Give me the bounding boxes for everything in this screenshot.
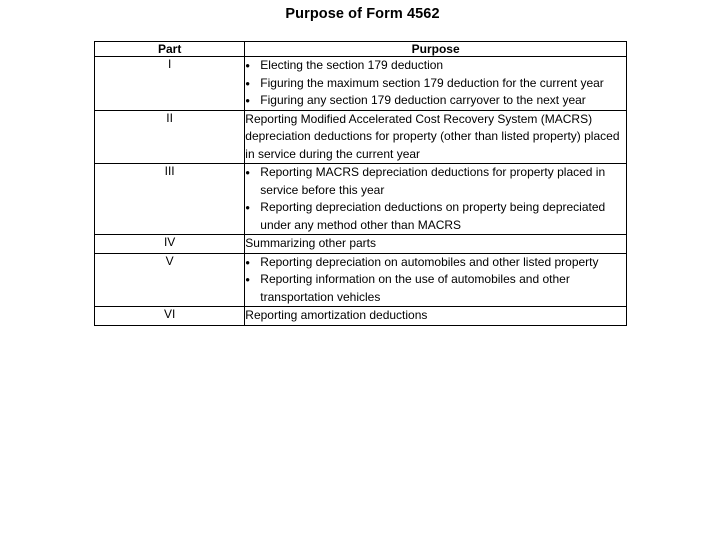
column-header-part: Part: [95, 42, 245, 57]
list-item: ● Reporting information on the use of automobiles and other transportation vehicles: [245, 271, 626, 306]
paragraph: Reporting Modified Accelerated Cost Recovery System (MACRS) depreciation deductions for property (other than listed property) placed in service during the current year: [245, 111, 620, 161]
part-label: V: [95, 253, 245, 307]
table-row: [95, 110, 627, 164]
list-item: ● Figuring any section 179 deduction carryover to the next year: [245, 92, 626, 110]
paragraph: Summarizing other parts: [245, 236, 376, 250]
table-body: [95, 57, 627, 326]
purpose-content: [245, 110, 627, 164]
purpose-table-container: [94, 41, 627, 326]
list-item: ● Figuring the maximum section 179 deduction for the current year: [245, 75, 626, 93]
list-item: ● Reporting MACRS depreciation deductions for property placed in service before this year: [245, 164, 626, 199]
purpose-content: [245, 307, 627, 326]
table-row: [95, 235, 627, 254]
page-title: Purpose of Form 4562: [285, 6, 440, 22]
table-row: [95, 307, 627, 326]
list-item: ● Electing the section 179 deduction: [245, 57, 626, 75]
paragraph: Reporting amortization deductions: [245, 308, 428, 322]
document-page: [0, 6, 725, 550]
purpose-content: [245, 235, 627, 254]
purpose-content: [245, 253, 627, 307]
table-header-row: [95, 42, 627, 57]
table-row: [95, 253, 627, 307]
part-label: VI: [95, 307, 245, 326]
column-header-purpose: Purpose: [245, 42, 627, 57]
purpose-table: [94, 41, 627, 326]
purpose-content: [245, 57, 627, 111]
table-row: [95, 57, 627, 111]
part-label: III: [95, 164, 245, 235]
list-item: ● Reporting depreciation on automobiles and other listed property: [245, 254, 626, 272]
part-label: IV: [95, 235, 245, 254]
bullet-list: [245, 57, 626, 110]
table-row: [95, 164, 627, 235]
bullet-list: [245, 164, 626, 234]
purpose-content: [245, 164, 627, 235]
part-label: I: [95, 57, 245, 111]
table-header: [95, 42, 627, 57]
bullet-list: [245, 254, 626, 307]
part-label: II: [95, 110, 245, 164]
list-item: ● Reporting depreciation deductions on property being depreciated under any method other than MACRS: [245, 199, 626, 234]
